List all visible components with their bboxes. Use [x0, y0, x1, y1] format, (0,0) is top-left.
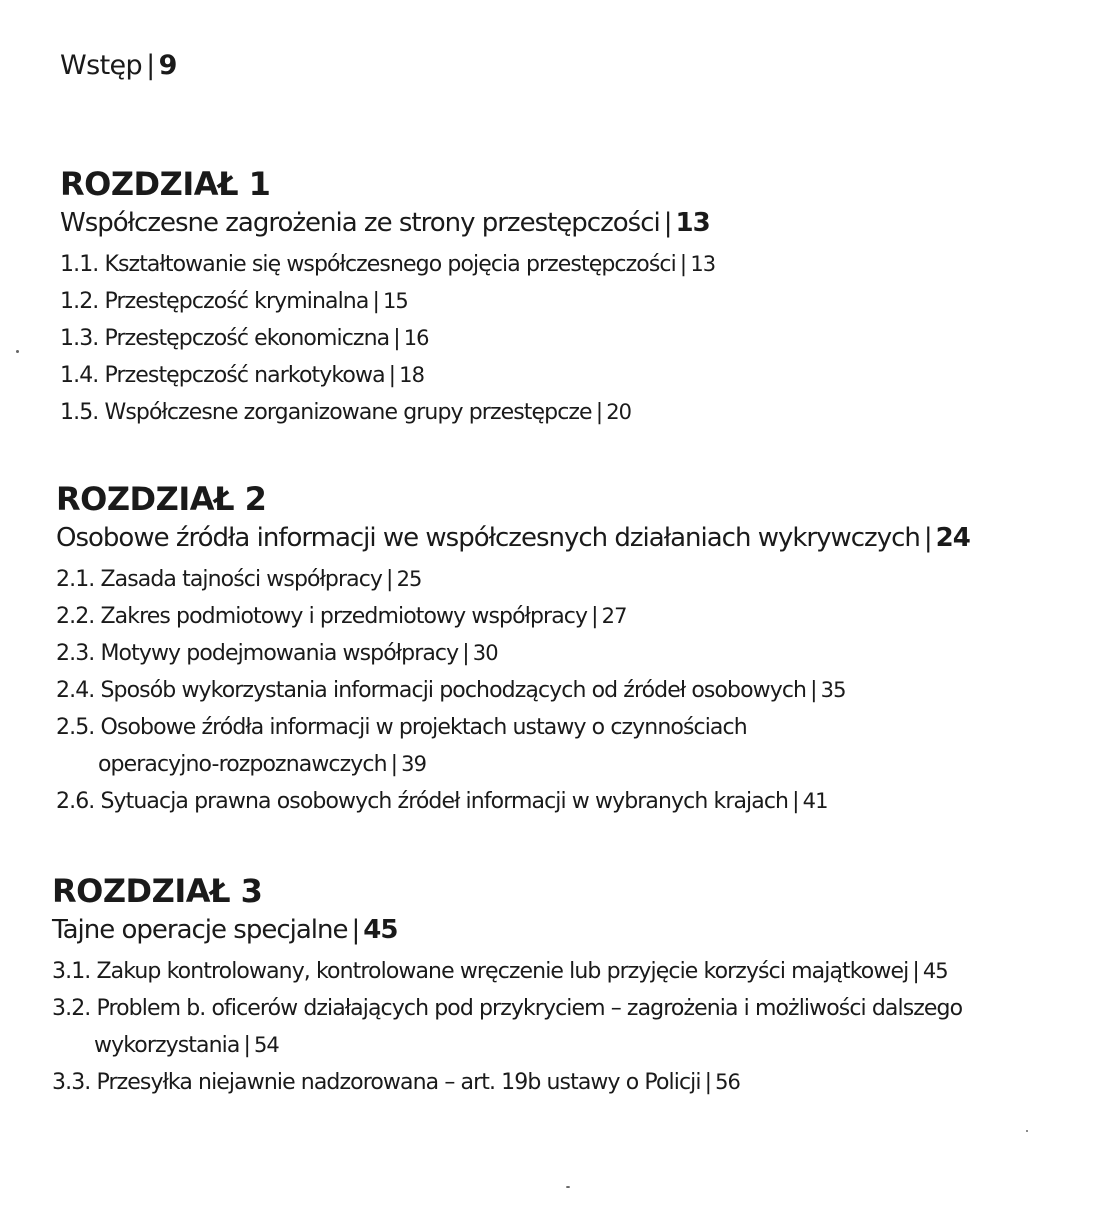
section-list	[56, 561, 1110, 820]
section-page-number: 16	[403, 326, 429, 350]
intro-label: Wstęp	[60, 50, 143, 81]
section-entry: 1.1. Kształtowanie się współczesnego pojęcia przestępczości | 13	[60, 252, 716, 277]
chapter-label: ROZDZIAŁ 2	[56, 480, 267, 518]
section-list	[60, 246, 1110, 431]
chapter-2	[56, 481, 1110, 820]
section-page-number: 15	[382, 289, 408, 313]
section-entry	[56, 709, 1110, 783]
section-entry: 2.3. Motywy podejmowania współpracy | 30	[56, 641, 498, 666]
section-page-number: 13	[690, 252, 716, 276]
section-entry: 3.3. Przesyłka niejawnie nadzorowana – art. 19b ustawy o Policji | 56	[52, 1070, 740, 1095]
section-text-continued: wykorzystania	[94, 1033, 240, 1058]
section-text: 2.1. Zasada tajności współpracy	[56, 567, 383, 592]
chapter-title-text: Tajne operacje specjalne	[52, 915, 348, 945]
intro-entry	[60, 50, 177, 81]
section-entry: 2.2. Zakres podmiotowy i przedmiotowy współpracy | 27	[56, 604, 627, 629]
section-entry: 1.4. Przestępczość narkotykowa | 18	[60, 363, 425, 388]
section-page-number: 30	[472, 641, 498, 665]
section-text: 3.3. Przesyłka niejawnie nadzorowana – art. 19b ustawy o Policji	[52, 1070, 701, 1095]
chapter-3	[52, 873, 1110, 1101]
intro-page-number: 9	[158, 50, 177, 81]
section-text: 3.2. Problem b. oficerów działających pod przykryciem – zagrożenia i możliwości dalszego	[52, 996, 963, 1021]
section-text-continued: operacyjno-rozpoznawczych	[98, 752, 387, 777]
section-entry: 2.4. Sposób wykorzystania informacji pochodzących od źródeł osobowych | 35	[56, 678, 846, 703]
section-page-number: 56	[715, 1070, 740, 1094]
separator: |	[146, 50, 155, 81]
section-entry: 2.6. Sytuacja prawna osobowych źródeł informacji w wybranych krajach | 41	[56, 789, 828, 814]
section-page-number: 41	[802, 789, 828, 813]
chapter-label: ROZDZIAŁ 1	[60, 165, 271, 203]
section-text: 2.3. Motywy podejmowania współpracy	[56, 641, 459, 666]
section-text: 2.4. Sposób wykorzystania informacji pochodzących od źródeł osobowych	[56, 678, 807, 703]
section-page-number: 27	[601, 604, 627, 628]
chapter-label: ROZDZIAŁ 3	[52, 872, 263, 910]
chapter-page-number: 13	[675, 208, 710, 238]
chapter-title-text: Współczesne zagrożenia ze strony przestępczości	[60, 208, 660, 238]
section-page-number: 45	[922, 959, 948, 983]
section-text: 1.1. Kształtowanie się współczesnego pojęcia przestępczości	[60, 252, 676, 277]
chapter-1	[60, 166, 1110, 431]
section-entry: 1.5. Współczesne zorganizowane grupy przestępcze | 20	[60, 400, 632, 425]
scan-speck	[1026, 1130, 1028, 1132]
chapter-title: Tajne operacje specjalne | 45	[52, 915, 398, 945]
section-text: 2.6. Sytuacja prawna osobowych źródeł informacji w wybranych krajach	[56, 789, 789, 814]
section-page-number: 18	[399, 363, 425, 387]
section-continuation: wykorzystania | 54	[94, 1033, 279, 1058]
section-page-number: 20	[606, 400, 632, 424]
section-entry: 3.1. Zakup kontrolowany, kontrolowane wręczenie lub przyjęcie korzyści majątkowej | 45	[52, 959, 948, 984]
section-text: 1.3. Przestępczość ekonomiczna	[60, 326, 390, 351]
chapter-page-number: 24	[935, 523, 970, 553]
section-text: 1.4. Przestępczość narkotykowa	[60, 363, 385, 388]
section-text: 3.1. Zakup kontrolowany, kontrolowane wręczenie lub przyjęcie korzyści majątkowej	[52, 959, 909, 984]
section-page-number: 39	[401, 752, 427, 776]
section-entry: 1.3. Przestępczość ekonomiczna | 16	[60, 326, 429, 351]
section-continuation: operacyjno-rozpoznawczych | 39	[98, 752, 427, 777]
section-text: 1.5. Współczesne zorganizowane grupy przestępcze	[60, 400, 592, 425]
scan-speck	[16, 350, 19, 353]
section-list	[52, 953, 1110, 1101]
section-page-number: 54	[253, 1033, 279, 1057]
chapter-page-number: 45	[363, 915, 398, 945]
section-page-number: 25	[396, 567, 422, 591]
section-text: 2.5. Osobowe źródła informacji w projektach ustawy o czynnościach	[56, 715, 747, 740]
section-text: 2.2. Zakres podmiotowy i przedmiotowy współpracy	[56, 604, 588, 629]
scan-speck	[566, 1186, 570, 1188]
section-text: 1.2. Przestępczość kryminalna	[60, 289, 369, 314]
section-page-number: 35	[820, 678, 846, 702]
chapter-title-text: Osobowe źródła informacji we współczesnych działaniach wykrywczych	[56, 523, 920, 553]
chapter-title: Osobowe źródła informacji we współczesnych działaniach wykrywczych | 24	[56, 523, 970, 553]
section-entry: 2.1. Zasada tajności współpracy | 25	[56, 567, 422, 592]
section-entry: 1.2. Przestępczość kryminalna | 15	[60, 289, 408, 314]
chapter-title: Współczesne zagrożenia ze strony przestępczości | 13	[60, 208, 710, 238]
section-entry	[52, 990, 1110, 1064]
